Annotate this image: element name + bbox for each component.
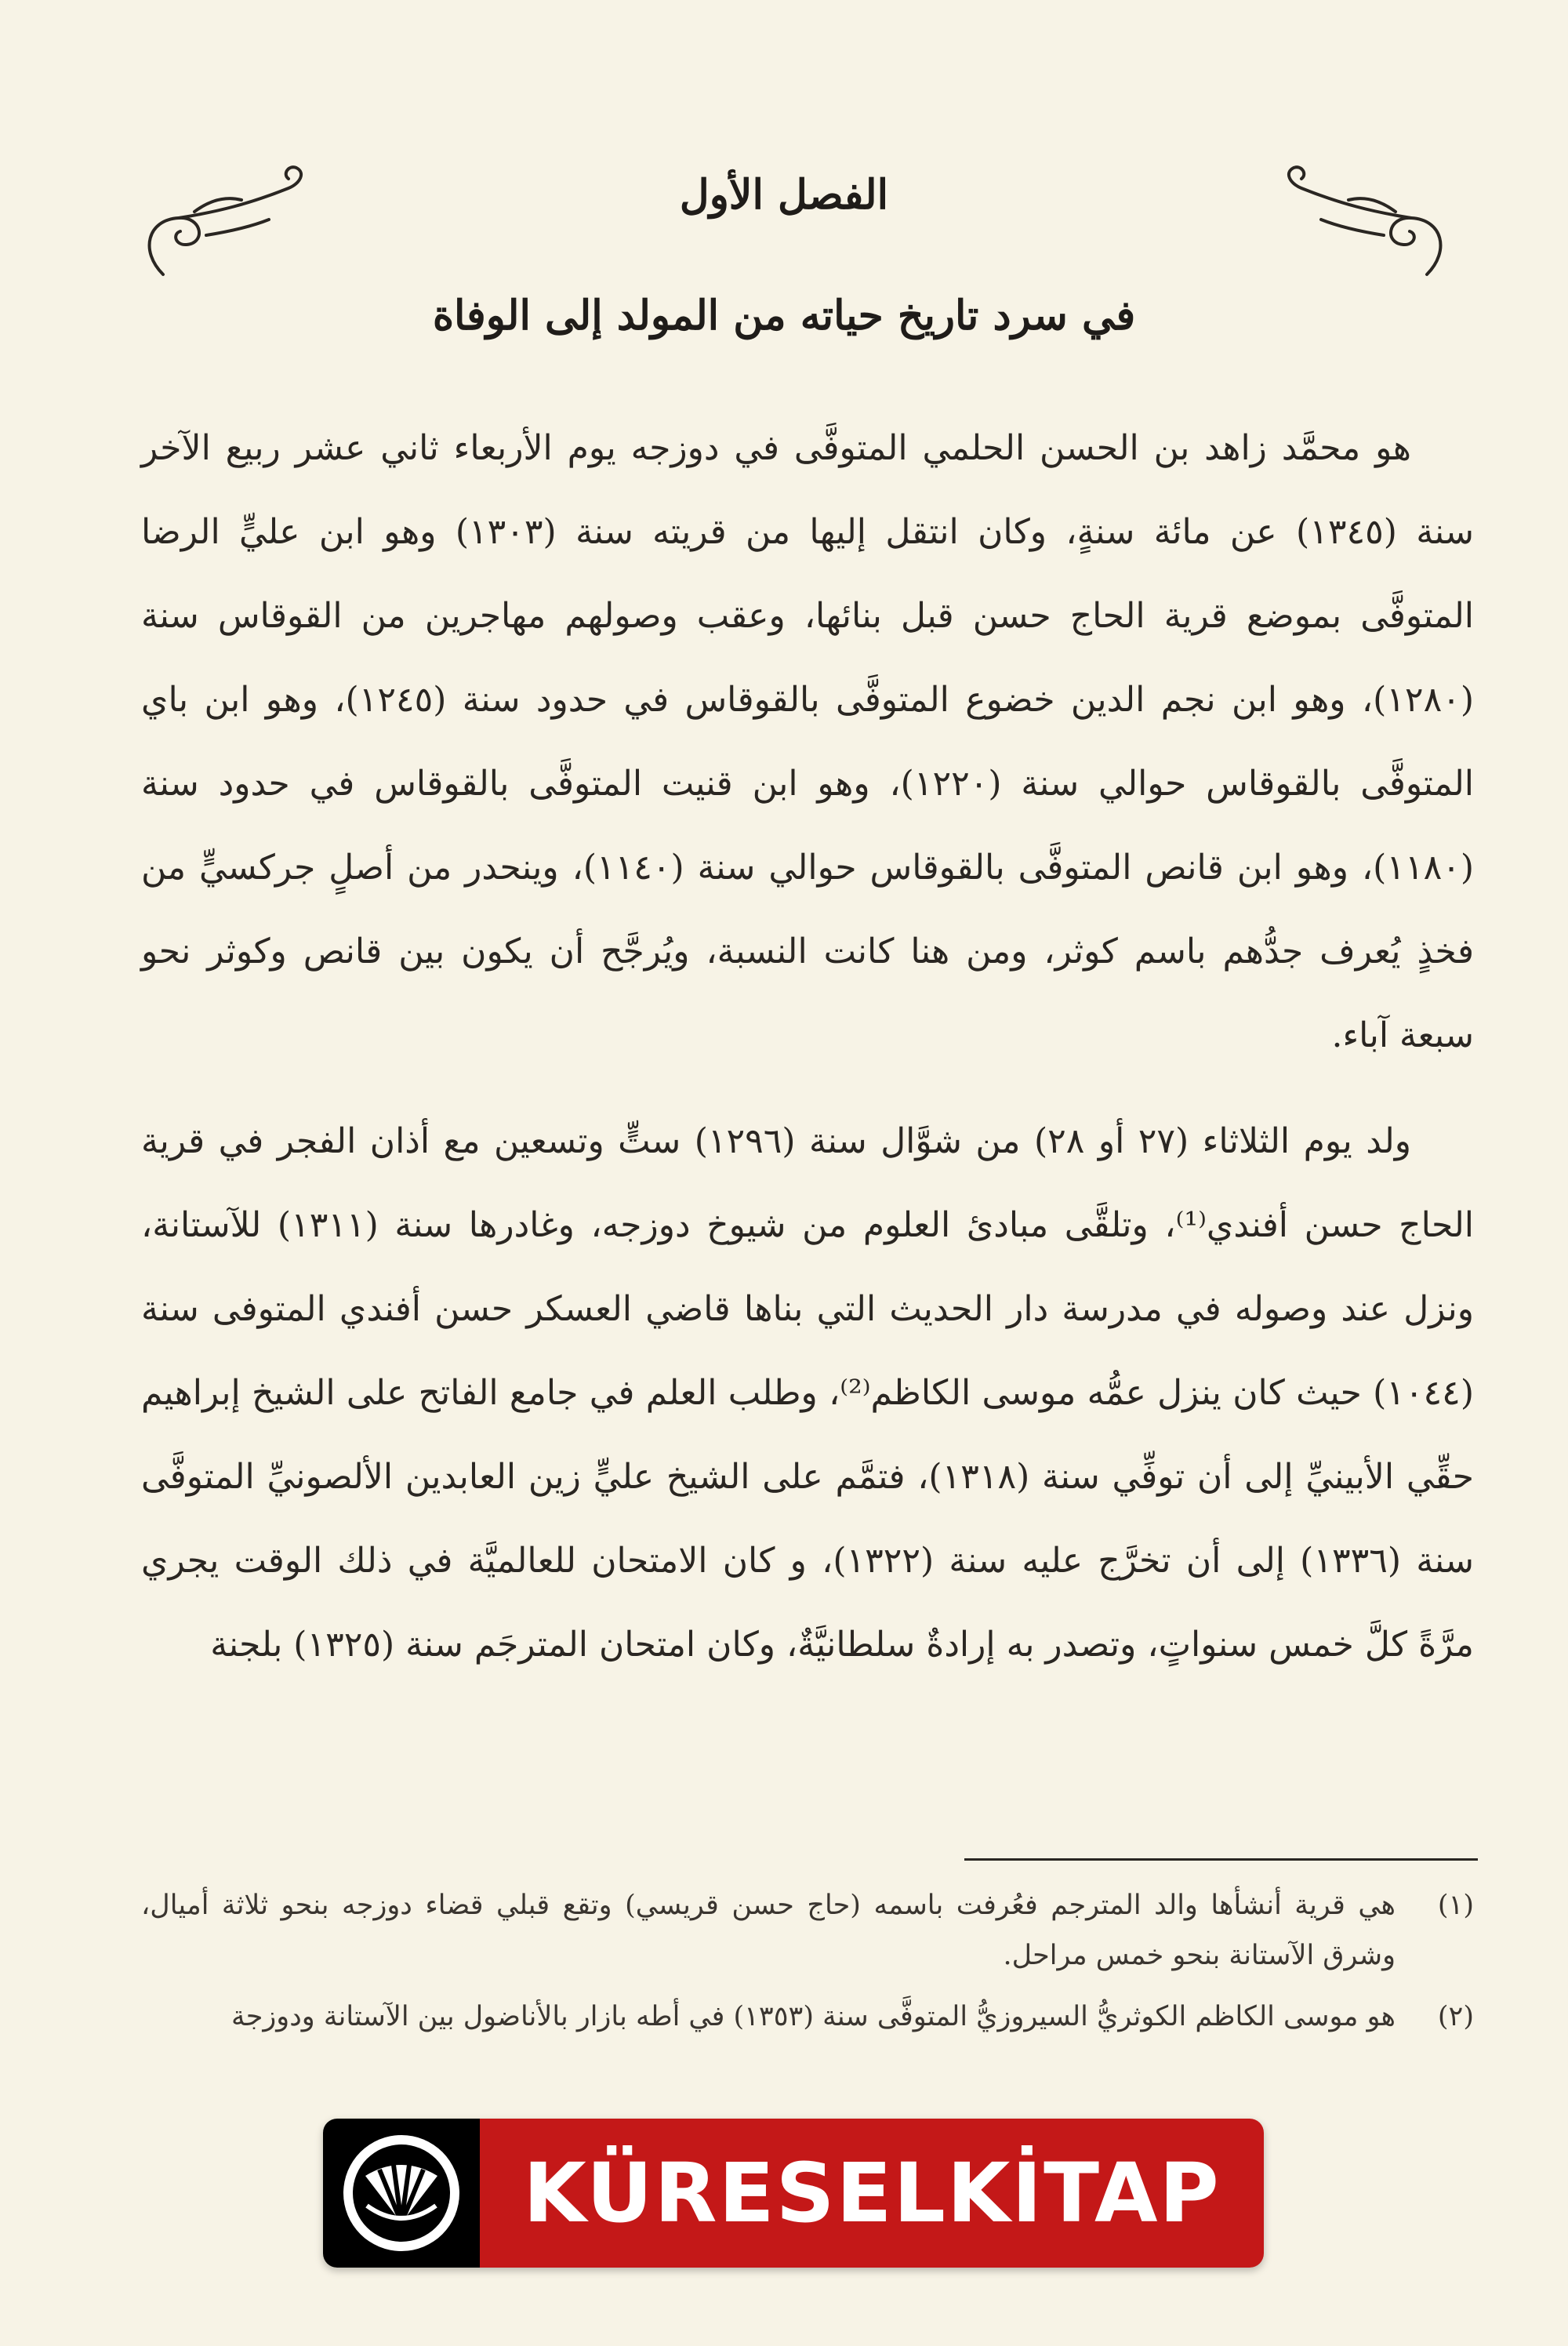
chapter-title: الفصل الأول: [679, 171, 889, 219]
watermark-brand: KÜRESELKİTAP: [523, 2145, 1221, 2241]
footnotes: [141, 1880, 1474, 2053]
watermark-banner: [323, 2119, 1264, 2268]
footnote: [141, 1992, 1474, 2042]
footnote-text: هو موسى الكاظم الكوثريُّ السيروزيُّ المتوفَّى سنة (١٣٥٣) في أطه بازار بالأناضول بين الآستانة ودوزجة: [231, 2001, 1396, 2032]
footnote: [141, 1880, 1474, 1981]
footnote-separator: [964, 1858, 1478, 1861]
footnote-text: هي قرية أنشأها والد المترجم فعُرفت باسمه (حاج حسن قريسي) وتقع قبلي قضاء دوزجه بنحو ثلاثة أميال، وشرق الآستانة بنحو خمس مراحل.: [141, 1890, 1396, 1971]
flourish-ornament-icon: [1278, 157, 1458, 282]
paragraph: هو محمَّد زاهد بن الحسن الحلمي المتوفَّى في دوزجه يوم الأربعاء ثاني عشر ربيع الآخر سنة (١٣٤٥) عن مائة سنةٍ، وكان انتقل إليها من قريته سنة (١٣٠٣) وهو ابن عليٍّ الرضا المتوفَّى بموضع قرية الحاج حسن قبل بنائها، وعقب وصولهم مهاجرين من القوقاس سنة (١٢٨٠)، وهو ابن نجم الدين خضوع المتوفَّى بالقوقاس في حدود سنة (١٢٤٥)، وهو ابن باي المتوفَّى بالقوقاس حوالي سنة (١٢٢٠)، وهو ابن قنيت المتوفَّى بالقوقاس في حدود سنة (١١٨٠)، وهو ابن قانص المتوفَّى بالقوقاس حوالي سنة (١١٤٠)، وينحدر من أصلٍ جركسيٍّ من فخذٍ يُعرف جدُّهم باسم كوثر، ومن هنا كانت النسبة، ويُرجَّح أن يكون بين قانص وكوثر نحو سبعة آباء.: [141, 428, 1475, 1055]
watermark-text-box: [480, 2119, 1264, 2268]
section-title: في سرد تاريخ حياته من المولد إلى الوفاة: [432, 292, 1136, 340]
globe-shell-logo-icon: [339, 2130, 464, 2256]
footnote-number: (١): [1437, 1890, 1474, 1921]
paragraph: ولد يوم الثلاثاء (٢٧ أو ٢٨) من شوَّال سنة (١٢٩٦) ستٍّ وتسعين مع أذان الفجر في قرية الحاج حسن أفندي⁽¹⁾، وتلقَّى مبادئ العلوم من شيوخ دوزجه، وغادرها سنة (١٣١١) للآستانة، ونزل عند وصوله في مدرسة دار الحديث التي بناها قاضي العسكر حسن أفندي المتوفى سنة (١٠٤٤) حيث كان ينزل عمُّه موسى الكاظم⁽²⁾، وطلب العلم في جامع الفاتح على الشيخ إبراهيم حقِّي الأبينيِّ إلى أن توفِّي سنة (١٣١٨)، فتمَّم على الشيخ عليٍّ زين العابدين الألصونيِّ المتوفَّى سنة (١٣٣٦) إلى أن تخرَّج عليه سنة (١٣٢٢)، و كان الامتحان للعالميَّة في ذلك الوقت يجري مرَّةً كلَّ خمس سنواتٍ، وتصدر به إرادةٌ سلطانيَّةٌ، وكان امتحان المترجَم سنة (١٣٢٥) بلجنة: [141, 1121, 1475, 1665]
watermark-logo: [323, 2119, 480, 2268]
footnote-number: (٢): [1437, 2001, 1474, 2032]
body-text: [141, 406, 1474, 1687]
